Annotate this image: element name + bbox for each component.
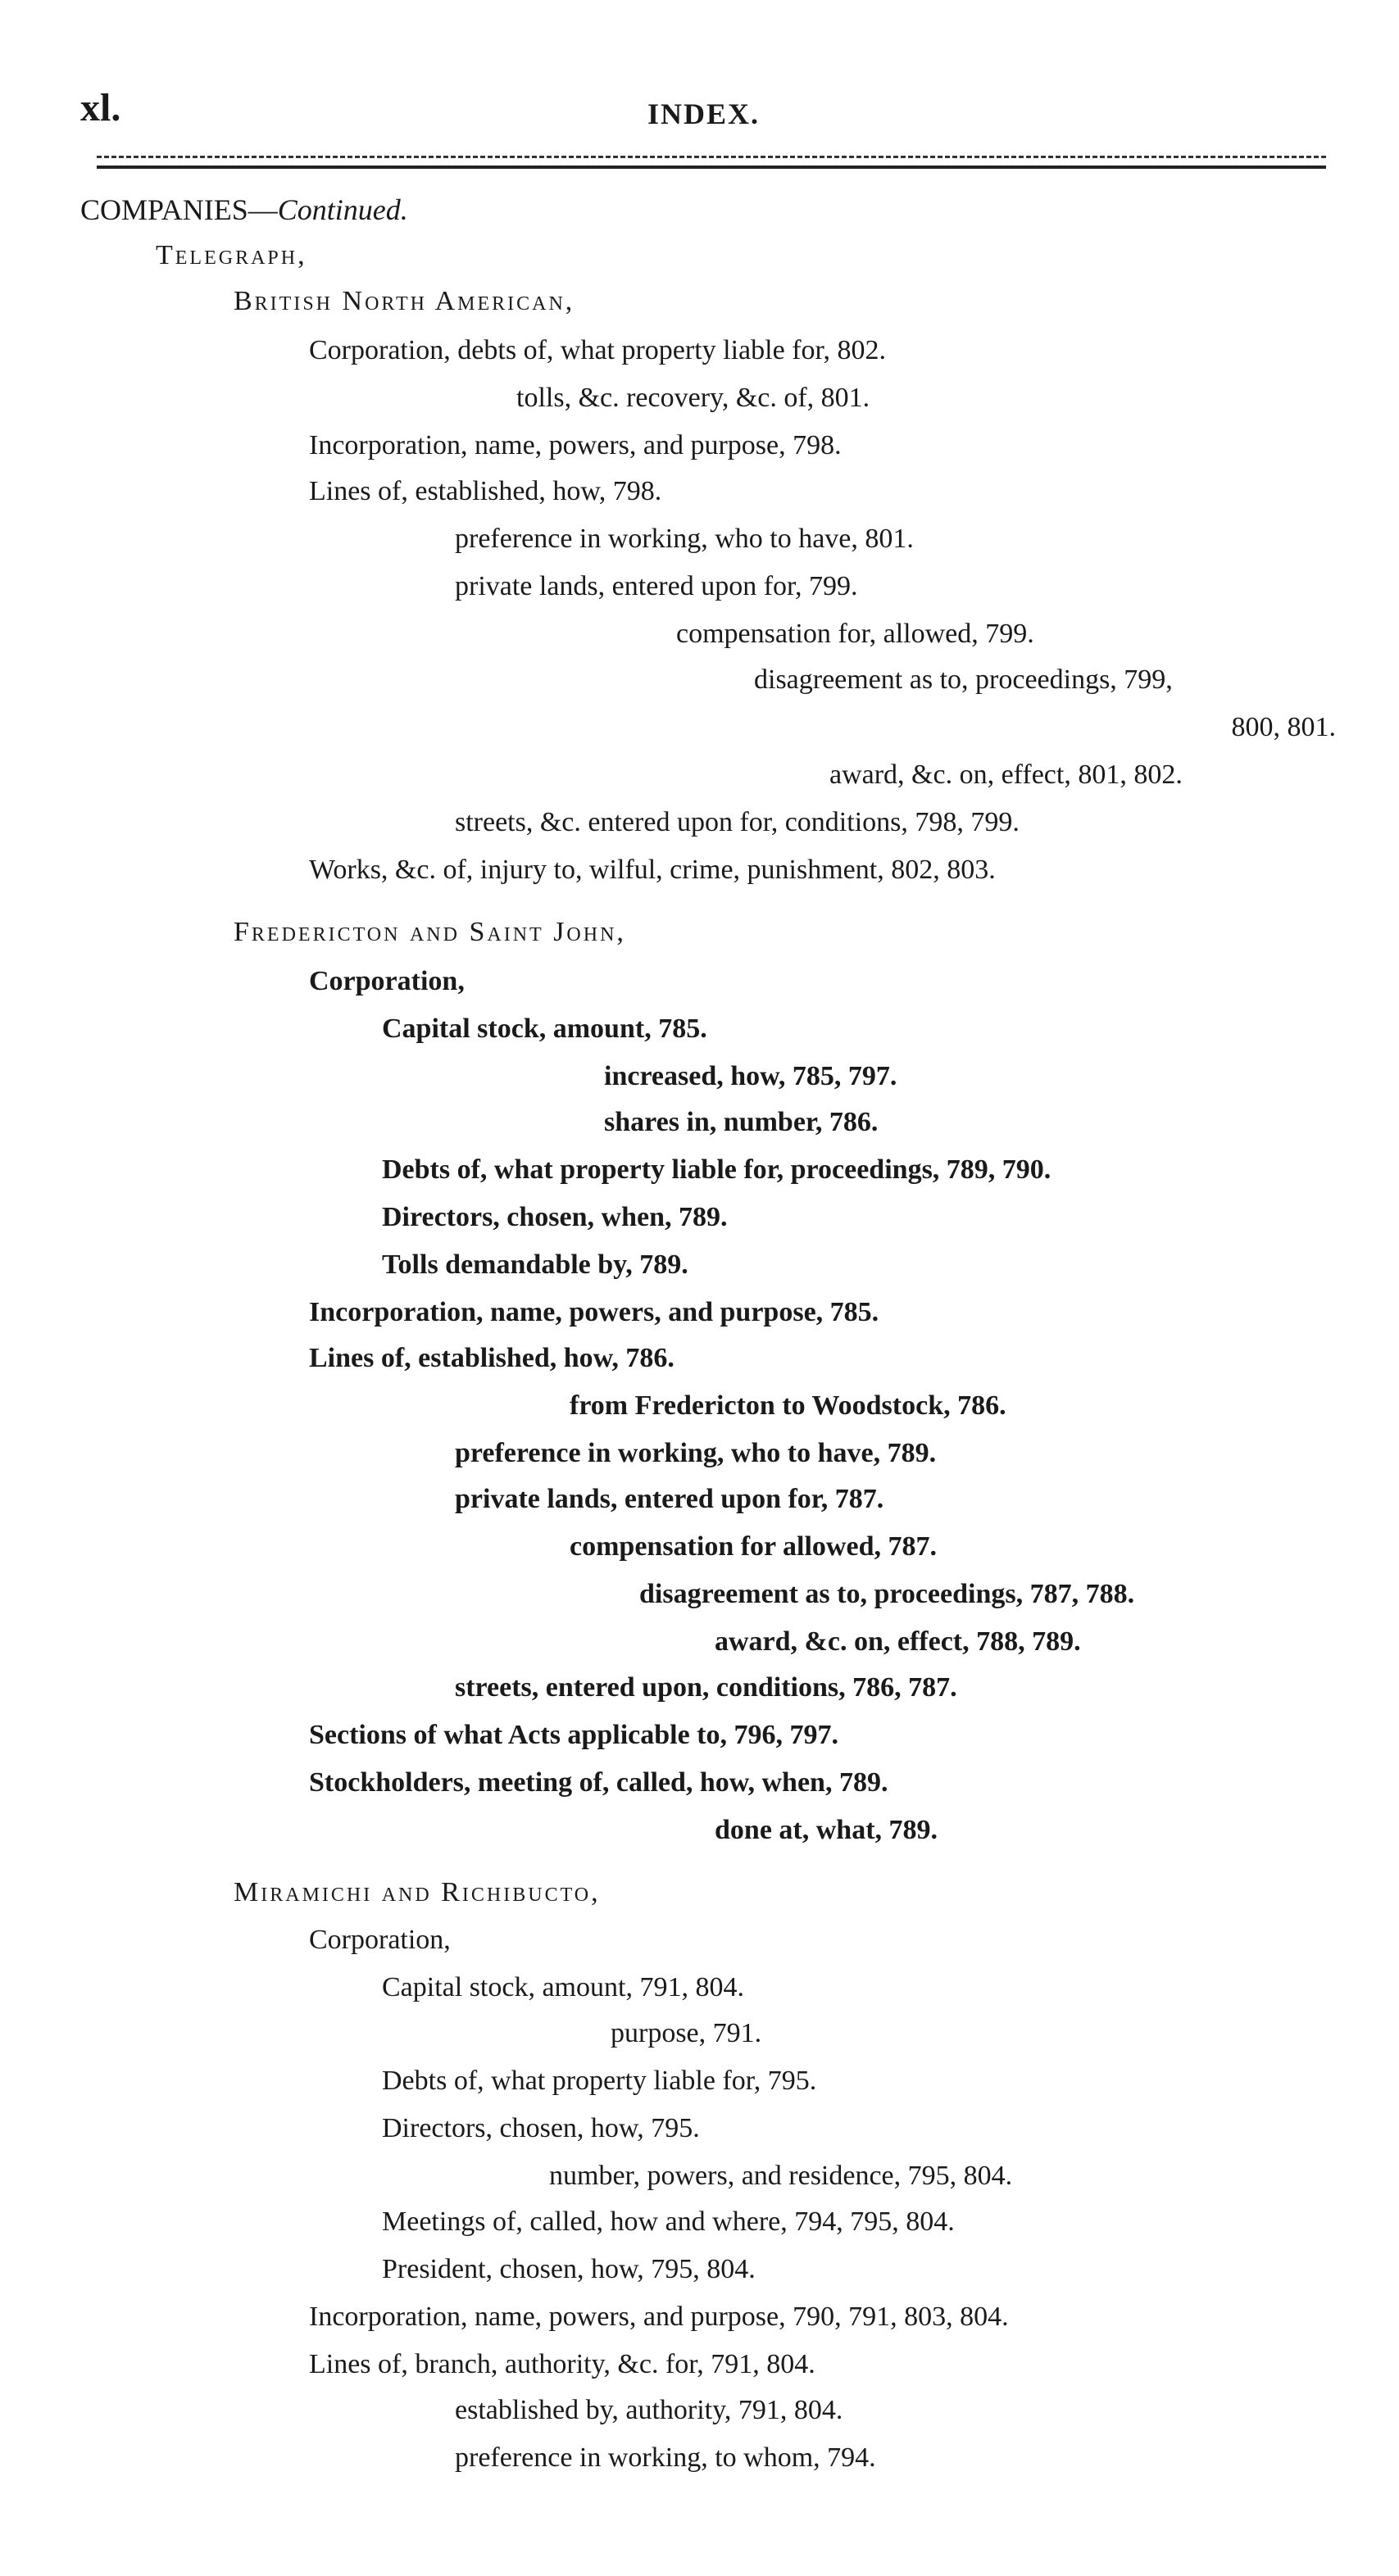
index-entry: preference in working, to whom, 794. [455,2442,876,2473]
subheading-british-north-american: British North American, [234,286,575,316]
main-heading [80,193,408,226]
index-entry: award, &c. on, effect, 788, 789. [715,1626,1081,1657]
index-entry: Incorporation, name, powers, and purpose, 798. [309,430,842,460]
index-entry: Lines of, branch, authority, &c. for, 791, 804. [309,2349,815,2379]
index-entry: Lines of, established, how, 798. [309,476,662,506]
index-entry: from Fredericton to Woodstock, 786. [570,1390,1006,1421]
index-entry: Stockholders, meeting of, called, how, when, 789. [309,1767,888,1798]
index-entry: Debts of, what property liable for, 795. [382,2066,817,2096]
index-entry: Incorporation, name, powers, and purpose, 790, 791, 803, 804. [309,2302,1009,2332]
index-entry: private lands, entered upon for, 799. [455,571,858,601]
index-entry: Debts of, what property liable for, proceedings, 789, 790. [382,1154,1052,1185]
index-entry: award, &c. on, effect, 801, 802. [829,760,1183,790]
index-entry: number, powers, and residence, 795, 804. [549,2161,1013,2191]
main-heading-text: COMPANIES— [80,193,278,226]
index-entry: Directors, chosen, when, 789. [382,1202,728,1232]
index-entry: compensation for, allowed, 799. [676,619,1034,649]
index-entry: compensation for allowed, 787. [570,1531,937,1562]
index-entry: tolls, &c. recovery, &c. of, 801. [516,383,870,413]
index-entry: Directors, chosen, how, 795. [382,2113,700,2143]
index-entry: increased, how, 785, 797. [604,1061,897,1091]
index-entry: Tolls demandable by, 789. [382,1249,688,1280]
index-entry-continuation: 800, 801. [1231,712,1336,742]
running-head: INDEX. [647,98,761,130]
index-entry: Lines of, established, how, 786. [309,1343,675,1373]
header-rule-solid [97,166,1326,169]
index-entry: shares in, number, 786. [604,1107,879,1137]
subheading-telegraph: Telegraph, [156,240,307,270]
index-entry: Capital stock, amount, 791, 804. [382,1972,744,2002]
index-entry: done at, what, 789. [715,1815,938,1845]
index-entry: Sections of what Acts applicable to, 796, 797. [309,1720,838,1750]
index-entry: purpose, 791. [611,2018,762,2048]
index-entry: established by, authority, 791, 804. [455,2395,843,2425]
page-number: xl. [80,86,121,129]
index-entry: Corporation, [309,966,465,996]
index-entry: streets, &c. entered upon for, conditions, 798, 799. [455,807,1020,837]
subheading-miramichi-richibucto: Miramichi and Richibucto, [234,1877,601,1907]
index-entry: Corporation, debts of, what property liable for, 802. [309,335,886,365]
index-entry: private lands, entered upon for, 787. [455,1484,884,1514]
index-entry: preference in working, who to have, 801. [455,524,914,554]
index-entry: disagreement as to, proceedings, 787, 788. [639,1579,1135,1609]
index-entry: Works, &c. of, injury to, wilful, crime, punishment, 802, 803. [309,855,996,885]
index-entry: streets, entered upon, conditions, 786, 787. [455,1672,957,1703]
index-entry: Capital stock, amount, 785. [382,1014,707,1044]
index-entry: Incorporation, name, powers, and purpose, 785. [309,1297,879,1327]
index-entry: Corporation, [309,1925,451,1955]
subheading-fredericton-saint-john: Fredericton and Saint John, [234,917,626,947]
continued-label: Continued. [277,193,408,226]
index-entry: Meetings of, called, how and where, 794, 795, 804. [382,2206,955,2237]
index-entry: President, chosen, how, 795, 804. [382,2254,756,2284]
header-rule-dashed [97,156,1326,158]
index-entry: disagreement as to, proceedings, 799, [754,664,1173,695]
index-entry: preference in working, who to have, 789. [455,1438,937,1468]
